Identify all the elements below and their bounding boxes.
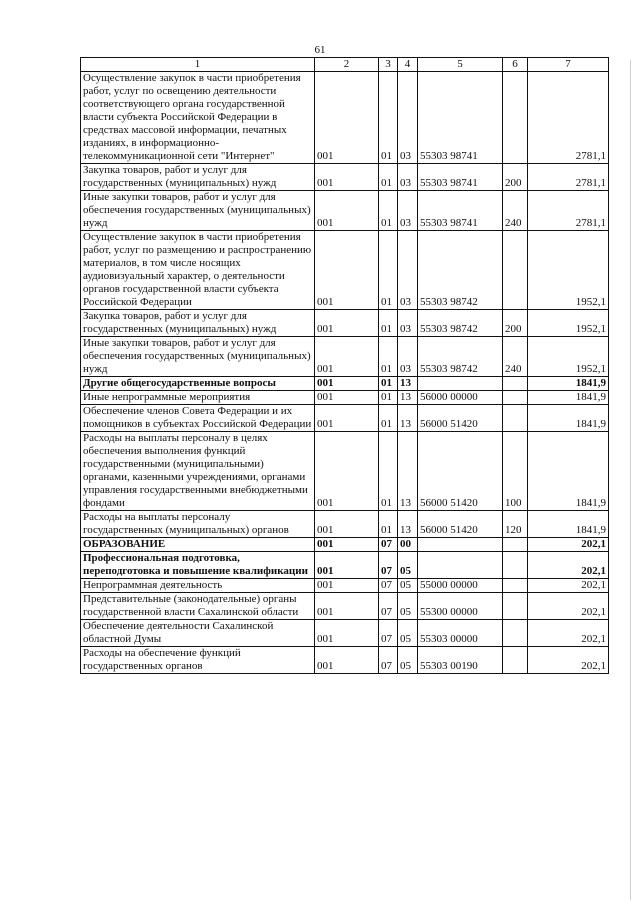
row-expense-type-cell xyxy=(503,620,528,647)
row-name-cell: ОБРАЗОВАНИЕ xyxy=(81,538,315,552)
row-amount-cell: 1841,9 xyxy=(528,377,609,391)
column-header-2: 2 xyxy=(315,58,379,72)
row-name-cell: Расходы на обеспечение функций государственных органов xyxy=(81,647,315,674)
row-target-article-cell: 55303 98741 xyxy=(418,191,503,231)
row-subsection-cell: 05 xyxy=(398,647,418,674)
table-row xyxy=(81,164,609,191)
row-expense-type-cell xyxy=(503,231,528,310)
row-subsection-cell: 13 xyxy=(398,511,418,538)
row-expense-type-cell: 240 xyxy=(503,191,528,231)
table-row xyxy=(81,191,609,231)
row-subsection-cell: 03 xyxy=(398,310,418,337)
row-section-cell: 01 xyxy=(379,164,398,191)
page-number: 61 xyxy=(314,44,326,56)
row-name-cell: Иные закупки товаров, работ и услуг для обеспечения государственных (муниципальных) нужд xyxy=(81,191,315,231)
row-code-cell: 001 xyxy=(315,310,379,337)
row-subsection-cell: 05 xyxy=(398,593,418,620)
row-subsection-cell: 03 xyxy=(398,337,418,377)
row-code-cell: 001 xyxy=(315,511,379,538)
row-section-cell: 01 xyxy=(379,337,398,377)
row-code-cell: 001 xyxy=(315,337,379,377)
row-target-article-cell: 55000 00000 xyxy=(418,579,503,593)
row-code-cell: 001 xyxy=(315,432,379,511)
row-amount-cell: 202,1 xyxy=(528,647,609,674)
row-section-cell: 01 xyxy=(379,72,398,164)
row-code-cell: 001 xyxy=(315,647,379,674)
row-name-cell: Обеспечение членов Совета Федерации и их помощников в субъектах Российской Федерации xyxy=(81,405,315,432)
row-target-article-cell: 55303 00000 xyxy=(418,620,503,647)
row-amount-cell: 2781,1 xyxy=(528,191,609,231)
row-name-cell: Непрограммная деятельность xyxy=(81,579,315,593)
row-target-article-cell xyxy=(418,552,503,579)
row-expense-type-cell xyxy=(503,647,528,674)
column-header-5: 5 xyxy=(418,58,503,72)
row-amount-cell: 1841,9 xyxy=(528,405,609,432)
row-expense-type-cell: 120 xyxy=(503,511,528,538)
row-name-cell: Обеспечение деятельности Сахалинской областной Думы xyxy=(81,620,315,647)
row-subsection-cell: 03 xyxy=(398,231,418,310)
table-row xyxy=(81,337,609,377)
table-row xyxy=(81,511,609,538)
table-row xyxy=(81,377,609,391)
row-section-cell: 01 xyxy=(379,405,398,432)
row-section-cell: 01 xyxy=(379,511,398,538)
row-section-cell: 07 xyxy=(379,552,398,579)
row-subsection-cell: 05 xyxy=(398,620,418,647)
row-target-article-cell: 55303 00190 xyxy=(418,647,503,674)
row-expense-type-cell xyxy=(503,72,528,164)
row-expense-type-cell xyxy=(503,593,528,620)
row-amount-cell: 202,1 xyxy=(528,552,609,579)
row-section-cell: 01 xyxy=(379,310,398,337)
row-subsection-cell: 13 xyxy=(398,377,418,391)
row-amount-cell: 1952,1 xyxy=(528,310,609,337)
column-header-6: 6 xyxy=(503,58,528,72)
row-name-cell: Иные непрограммные мероприятия xyxy=(81,391,315,405)
row-subsection-cell: 05 xyxy=(398,579,418,593)
row-subsection-cell: 03 xyxy=(398,191,418,231)
row-name-cell: Профессиональная подготовка, переподготовка и повышение квалификации xyxy=(81,552,315,579)
row-amount-cell: 1841,9 xyxy=(528,432,609,511)
row-expense-type-cell xyxy=(503,552,528,579)
table-row xyxy=(81,310,609,337)
table-row xyxy=(81,647,609,674)
row-section-cell: 07 xyxy=(379,579,398,593)
row-code-cell: 001 xyxy=(315,391,379,405)
table-row xyxy=(81,432,609,511)
scan-edge-line xyxy=(630,60,631,900)
table-row xyxy=(81,405,609,432)
row-target-article-cell: 55300 00000 xyxy=(418,593,503,620)
column-header-1: 1 xyxy=(81,58,315,72)
row-target-article-cell: 56000 51420 xyxy=(418,405,503,432)
row-subsection-cell: 13 xyxy=(398,391,418,405)
row-code-cell: 001 xyxy=(315,72,379,164)
row-subsection-cell: 03 xyxy=(398,72,418,164)
budget-table xyxy=(80,57,609,674)
row-expense-type-cell xyxy=(503,377,528,391)
row-name-cell: Другие общегосударственные вопросы xyxy=(81,377,315,391)
row-target-article-cell: 56000 51420 xyxy=(418,432,503,511)
row-code-cell: 001 xyxy=(315,377,379,391)
row-code-cell: 001 xyxy=(315,552,379,579)
column-header-4: 4 xyxy=(398,58,418,72)
table-row xyxy=(81,579,609,593)
row-name-cell: Закупка товаров, работ и услуг для государственных (муниципальных) нужд xyxy=(81,310,315,337)
row-amount-cell: 2781,1 xyxy=(528,72,609,164)
table-row xyxy=(81,231,609,310)
row-amount-cell: 2781,1 xyxy=(528,164,609,191)
row-target-article-cell xyxy=(418,377,503,391)
row-name-cell: Расходы на выплаты персоналу государственных (муниципальных) органов xyxy=(81,511,315,538)
row-name-cell: Закупка товаров, работ и услуг для государственных (муниципальных) нужд xyxy=(81,164,315,191)
row-code-cell: 001 xyxy=(315,593,379,620)
row-code-cell: 001 xyxy=(315,579,379,593)
row-amount-cell: 1952,1 xyxy=(528,337,609,377)
row-expense-type-cell: 240 xyxy=(503,337,528,377)
row-code-cell: 001 xyxy=(315,538,379,552)
table-row xyxy=(81,391,609,405)
row-amount-cell: 1841,9 xyxy=(528,391,609,405)
row-subsection-cell: 13 xyxy=(398,432,418,511)
row-code-cell: 001 xyxy=(315,620,379,647)
table-row xyxy=(81,72,609,164)
row-expense-type-cell xyxy=(503,579,528,593)
row-section-cell: 01 xyxy=(379,391,398,405)
row-section-cell: 07 xyxy=(379,647,398,674)
table-row xyxy=(81,593,609,620)
row-section-cell: 01 xyxy=(379,377,398,391)
row-name-cell: Представительные (законодательные) органы государственной власти Сахалинской области xyxy=(81,593,315,620)
row-code-cell: 001 xyxy=(315,405,379,432)
row-expense-type-cell xyxy=(503,391,528,405)
row-subsection-cell: 03 xyxy=(398,164,418,191)
row-amount-cell: 1952,1 xyxy=(528,231,609,310)
row-subsection-cell: 05 xyxy=(398,552,418,579)
row-expense-type-cell: 100 xyxy=(503,432,528,511)
column-header-3: 3 xyxy=(379,58,398,72)
row-amount-cell: 202,1 xyxy=(528,579,609,593)
row-expense-type-cell xyxy=(503,405,528,432)
row-amount-cell: 202,1 xyxy=(528,620,609,647)
row-amount-cell: 1841,9 xyxy=(528,511,609,538)
header-row xyxy=(81,58,609,72)
row-section-cell: 01 xyxy=(379,191,398,231)
row-code-cell: 001 xyxy=(315,231,379,310)
row-expense-type-cell: 200 xyxy=(503,310,528,337)
row-target-article-cell: 55303 98741 xyxy=(418,72,503,164)
row-target-article-cell xyxy=(418,538,503,552)
row-target-article-cell: 55303 98742 xyxy=(418,231,503,310)
column-header-7: 7 xyxy=(528,58,609,72)
row-section-cell: 01 xyxy=(379,231,398,310)
row-expense-type-cell xyxy=(503,538,528,552)
row-target-article-cell: 55303 98742 xyxy=(418,310,503,337)
row-code-cell: 001 xyxy=(315,191,379,231)
row-target-article-cell: 56000 51420 xyxy=(418,511,503,538)
row-amount-cell: 202,1 xyxy=(528,593,609,620)
row-amount-cell: 202,1 xyxy=(528,538,609,552)
row-subsection-cell: 00 xyxy=(398,538,418,552)
table-row xyxy=(81,620,609,647)
row-expense-type-cell: 200 xyxy=(503,164,528,191)
table-row xyxy=(81,538,609,552)
table-row xyxy=(81,552,609,579)
row-section-cell: 07 xyxy=(379,620,398,647)
row-section-cell: 07 xyxy=(379,538,398,552)
row-name-cell: Иные закупки товаров, работ и услуг для обеспечения государственных (муниципальных) нужд xyxy=(81,337,315,377)
row-name-cell: Осуществление закупок в части приобретения работ, услуг по освещению деятельности соответствующего органа государственной власти субъекта Российской Федерации в средствах массовой информации, печатных изданиях, в информационно-телекоммуникационной сети "Интернет" xyxy=(81,72,315,164)
row-code-cell: 001 xyxy=(315,164,379,191)
row-section-cell: 07 xyxy=(379,593,398,620)
row-target-article-cell: 55303 98741 xyxy=(418,164,503,191)
row-target-article-cell: 55303 98742 xyxy=(418,337,503,377)
row-subsection-cell: 13 xyxy=(398,405,418,432)
row-name-cell: Осуществление закупок в части приобретения работ, услуг по размещению и распространению материалов, в том числе носящих аудиовизуальный характер, о деятельности органов государственной власти субъекта Российской Федерации xyxy=(81,231,315,310)
row-section-cell: 01 xyxy=(379,432,398,511)
row-name-cell: Расходы на выплаты персоналу в целях обеспечения выполнения функций государственными (муниципальными) органами, казенными учреждениями, органами управления государственными внебюджетными фондами xyxy=(81,432,315,511)
row-target-article-cell: 56000 00000 xyxy=(418,391,503,405)
